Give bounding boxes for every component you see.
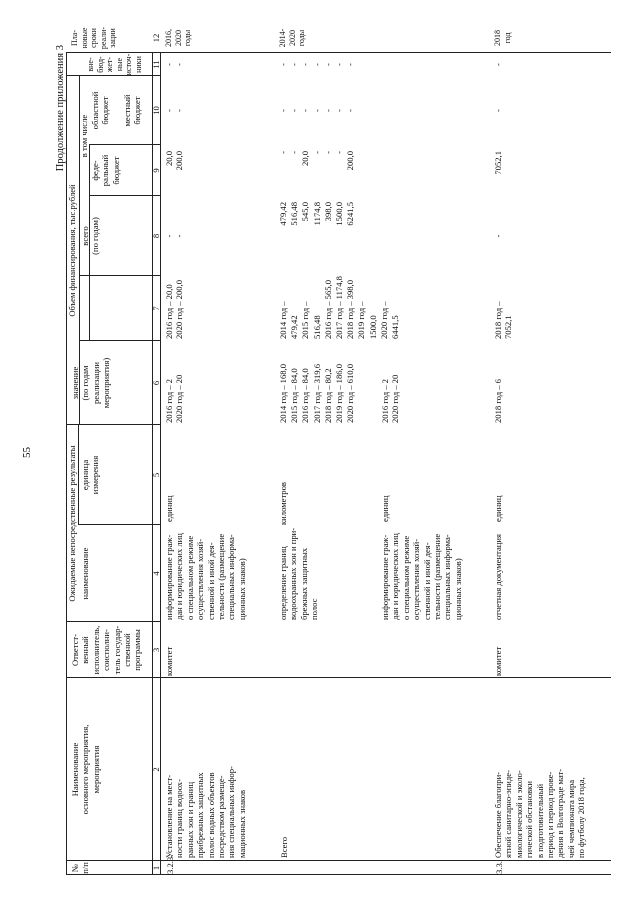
regional-budget: 7052,1 <box>493 151 503 175</box>
finance-total: 2018 год – 7052,1 <box>493 301 514 339</box>
planned-terms: 2018 год <box>493 30 512 46</box>
result-unit: единиц <box>493 495 503 522</box>
result-name: информирование граж- дан и юридических лиц о специальном режиме осуществления хозяй- ственной и иной дея- тельности (размещение специальных информа- ционных знаков) <box>164 533 247 620</box>
column-number-6: 6 <box>151 380 161 386</box>
local-budget: - <box>493 109 503 112</box>
row-number: 3.3. <box>494 861 504 874</box>
total-result-unit: километров <box>278 482 288 525</box>
total-label: Всего <box>279 836 289 858</box>
finance-total: 2016 год – 20,0 2020 год – 200,0 <box>164 280 185 339</box>
header-no: № п/п <box>70 862 91 874</box>
continuation-title: Продолжение приложения 3 <box>55 45 66 172</box>
column-number-7: 7 <box>151 306 161 311</box>
row-number: 3.2.3. <box>165 854 175 874</box>
federal-budget: - <box>493 234 503 238</box>
column-number-2: 2 <box>151 767 161 772</box>
column-number-4: 4 <box>151 571 161 576</box>
total-result-name: определение границ водоохранных зон и при- брежных защитных полос <box>278 527 320 620</box>
header-terms: Пла- новые сроки реали- зации <box>70 26 118 50</box>
header-result-value: значение (по годам реализации мероприятия) <box>70 357 112 409</box>
total-local-budget: - - - - - - - <box>278 109 356 112</box>
total-federal-budget: 479,42 516,48 545,0 1174,8 398,0 1500,0 6241,5 <box>278 202 356 226</box>
result-values: 2016 год – 2 2020 год – 20 <box>164 374 185 423</box>
header-results-group: Ожидаемые непосредственные результаты <box>67 445 77 602</box>
regional-budget: 20,0 200,0 <box>164 151 185 171</box>
header-executor: Ответст- венный исполнитель, соисполни- тель государ- ственной программы <box>70 625 143 675</box>
result-values: 2018 год – 6 <box>493 379 503 423</box>
column-number-11: 11 <box>151 60 161 69</box>
header-finance-group: Объем финансирования, тыс.рублей <box>67 184 77 317</box>
column-number-9: 9 <box>151 168 161 173</box>
header-name: Наименование основного мероприятия, мероприятия <box>70 724 101 815</box>
header-total: всего (по годам) <box>80 217 101 255</box>
header-in-that-number: в том числе <box>79 114 89 158</box>
measure-name: Установление на мест- ности границ водоох- ранных зон и границ прибрежных защитных полос водных объектов посредством размеще- ния специальных инфор- мационных знаков <box>164 766 247 858</box>
planned-terms: 2016, 2020 годы <box>164 29 193 47</box>
column-number-12: 12 <box>151 33 161 43</box>
offbudget-sources: - - <box>164 63 185 66</box>
page-number: 55 <box>21 447 33 458</box>
executor: комитет <box>493 646 503 676</box>
total-regional-budget: - - 20,0 - - - 200,0 <box>278 151 356 171</box>
total-offbudget: - - - - - - - <box>278 63 356 66</box>
offbudget-sources: - <box>493 63 503 66</box>
result-unit: единиц <box>164 495 174 522</box>
result-name: отчетная документация <box>493 534 503 620</box>
header-regional: областной бюджет <box>90 91 111 130</box>
federal-budget: - - <box>164 234 185 238</box>
total-planned-terms: 2014- 2020 годы <box>278 28 307 48</box>
header-result-name: наименование <box>80 547 90 600</box>
column-number-10: 10 <box>151 106 161 115</box>
column-number-5: 5 <box>151 472 161 478</box>
total-finance-by-year: 2014 год – 479,42 2015 год – 516,48 2016 год – 565,0 2017 год – 1174,8 2018 год – 398,0 2019 год – 1500,0 2020 год – 6441,5 <box>278 276 401 339</box>
local-budget: - - <box>164 109 185 112</box>
executor: комитет <box>164 646 174 676</box>
column-number-3: 3 <box>151 647 161 653</box>
column-number-8: 8 <box>151 233 161 239</box>
header-local: местный бюджет <box>122 94 143 127</box>
header-offbudget: вне- бюд- жет- ные источ- ники <box>86 53 143 76</box>
header-federal: феде- ральный бюджет <box>90 154 121 187</box>
total-result2-name: информирование граж- дан и юридических лиц о специальном режиме осуществления хозяй- ственной и иной дея- тельности (размещение специальных информа- ционных знаков) <box>380 533 463 620</box>
measure-name: Обеспечение благопри- ятной санитарно-эпиде- миологической и эколо- гической обстановки в подготовительный период и период прове- дения в Волгограде мат- чей чемпионата мира по футболу 2018 года, <box>493 768 587 858</box>
header-result-unit: единица измерения <box>80 455 101 495</box>
total-result2-unit: единиц <box>380 495 390 522</box>
total-result-values: 2014 год – 168,0 2015 год – 84,0 2016 год – 84,0 2017 год – 319,6 2018 год – 80,2 2019 год – 186,0 2020 год – 610,0 <box>278 364 356 423</box>
column-number-1: 1 <box>151 865 161 871</box>
total-result2-values: 2016 год – 2 2020 год – 20 <box>380 374 401 423</box>
